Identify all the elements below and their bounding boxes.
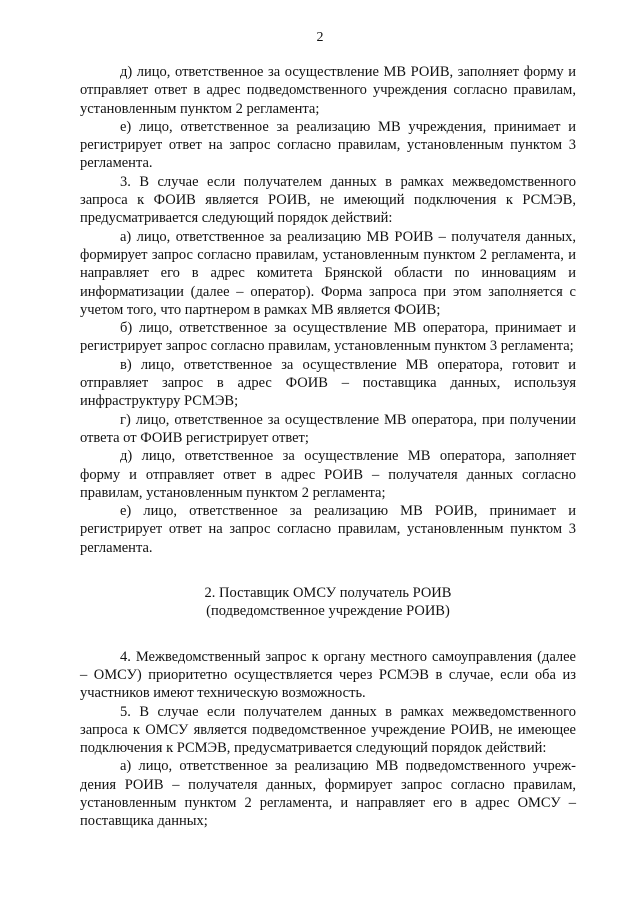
- section-heading: [80, 584, 576, 621]
- page-number: 2: [316, 30, 324, 45]
- paragraph: д) лицо, ответственное за осуществление МВ оператора, заполняет форму и отправляет ответ в адрес РОИВ – получателя данных согласно правилам, установленным пунктом 2 регламента;: [80, 448, 576, 501]
- section-heading-line1: 2. Поставщик ОМСУ получатель РОИВ: [204, 585, 452, 602]
- paragraph: г) лицо, ответственное за осуществление МВ оператора, при получении ответа от ФОИВ регистрирует ответ;: [80, 411, 576, 446]
- paragraph: 3. В случае если получателем данных в рамках межведомственного запроса к ФОИВ является РОИВ, не имеющий подключения к РСМЭВ, предусматривается следующий порядок действий:: [80, 173, 576, 227]
- paragraph: д) лицо, ответственное за осуществление МВ РОИВ, заполняет форму и отправляет ответ в адрес подведомственного учреждения согласно правилам, установленным пунктом 2 регламента;: [80, 64, 576, 117]
- paragraph: 5. В случае если получателем данных в рамках межведомственного запроса к ОМСУ является подведомственное учреждение РОИВ, не имеющее подключения к РСМЭВ, предусматривается следующий порядок действий:: [80, 703, 576, 757]
- document-body: [80, 63, 576, 831]
- paragraph: е) лицо, ответственное за реализацию МВ РОИВ, принимает и регистрирует ответ на запрос согласно правилам, установленным пунктом 3 регламента.: [80, 503, 576, 556]
- paragraph: е) лицо, ответственное за реализацию МВ учреждения, принимает и регистрирует ответ на запрос согласно правилам, установленным пунктом 3 регламента.: [80, 118, 576, 172]
- paragraph: 4. Межведомственный запрос к органу местного самоуправления (далее – ОМСУ) приоритетно осуществляется через РСМЭВ в случае, если оба из участников имеют техническую возможность.: [80, 648, 576, 702]
- paragraph: в) лицо, ответственное за осуществление МВ оператора, готовит и отправляет запрос в адрес ФОИВ – поставщика данных, используя инфраструктуру РСМЭВ;: [80, 356, 576, 410]
- section-heading-line2: (подведомственное учреждение РОИВ): [206, 603, 450, 620]
- paragraph: а) лицо, ответственное за реализацию МВ подведомственного учреждения РОИВ – получателя данных, формирует запрос согласно правилам, установленным пунктом 2 регламента, и направляет его в адрес ОМСУ – поставщика данных;: [80, 758, 576, 830]
- paragraph: а) лицо, ответственное за реализацию МВ РОИВ – получателя данных, формирует запрос согласно правилам, установленным пунктом 2 регламента, и направляет его в адрес комитета Брянской области по инновациям и информатизации (далее – оператор). Форма запроса при этом заполняется с учетом того, что партнером в рамках МВ является ФОИВ;: [80, 228, 576, 318]
- paragraph: б) лицо, ответственное за осуществление МВ оператора, принимает и регистрирует запрос согласно правилам, установленным пунктом 3 регламента;: [80, 320, 576, 355]
